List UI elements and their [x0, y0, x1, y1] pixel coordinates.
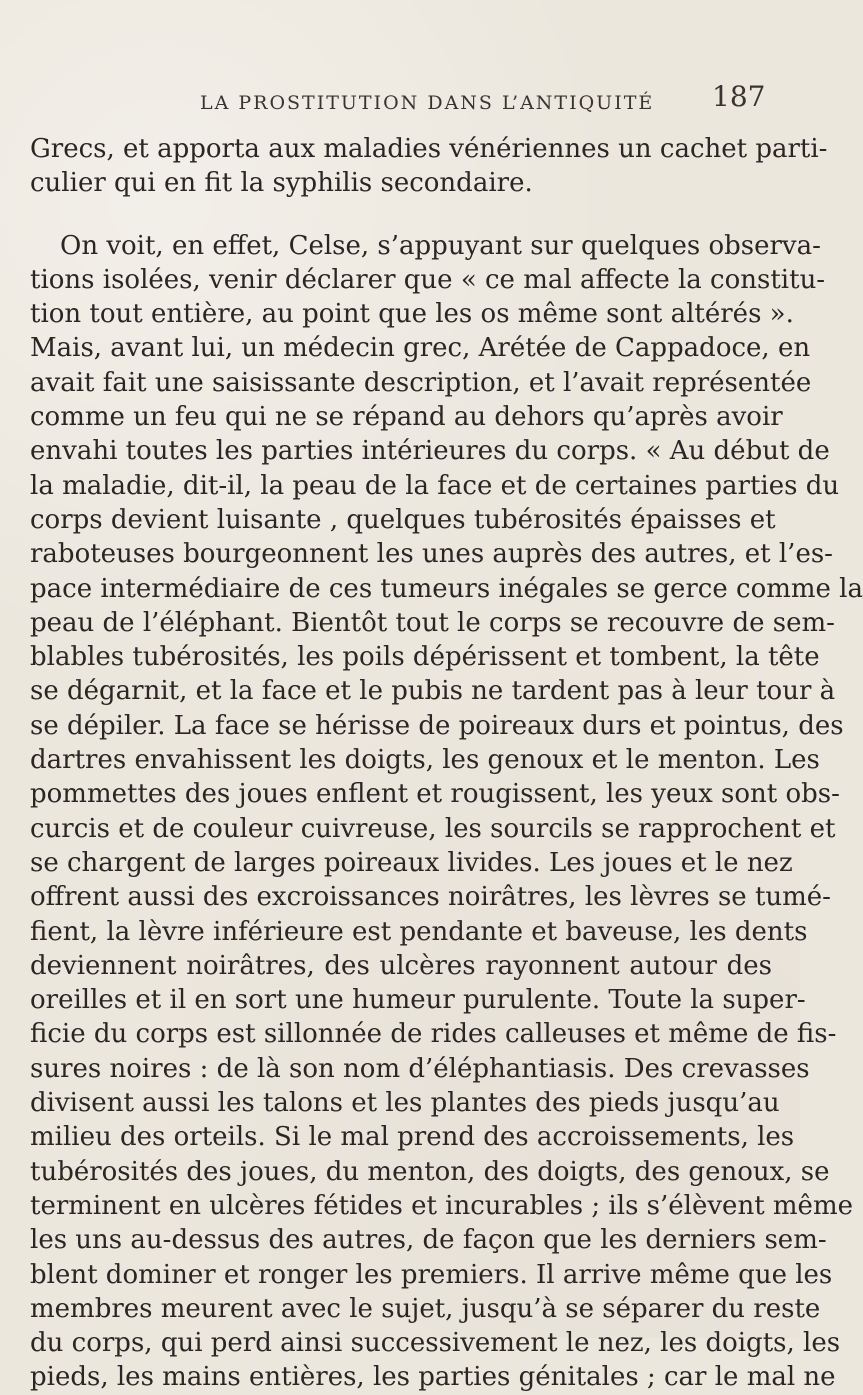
text-line: envahi toutes les parties intérieures du corps. « Au début de	[30, 436, 830, 467]
running-title: LA PROSTITUTION DANS L’ANTIQUITÉ	[200, 92, 655, 114]
text-line: pieds, les mains entières, les parties génitales ; car le mal ne	[30, 1362, 836, 1393]
text-line: pace intermédiaire de ces tumeurs inégales se gerce comme la	[30, 573, 863, 604]
text-line: culier qui en fit la syphilis secondaire.	[30, 168, 533, 199]
text-line: Grecs, et apporta aux maladies vénériennes un cachet parti-	[30, 134, 828, 164]
text-line: oreilles et il en sort une humeur purulente. Toute la super-	[30, 985, 806, 1016]
paragraph	[30, 229, 863, 1395]
paragraph-gap	[30, 201, 772, 229]
page-number: 187	[712, 80, 766, 113]
text-line: la maladie, dit-il, la peau de la face et de certaines parties du	[30, 470, 840, 501]
text-line: les uns au-dessus des autres, de façon que les derniers sem-	[30, 1225, 827, 1256]
text-line: blent dominer et ronger les premiers. Il arrive même que les	[30, 1259, 833, 1290]
text-line: fient, la lèvre inférieure est pendante et baveuse, les dents	[30, 916, 808, 947]
text-line: du corps, qui perd ainsi successivement le nez, les doigts, les	[30, 1328, 841, 1359]
body-text	[30, 132, 863, 1395]
text-line: pommettes des joues enflent et rougissent, les yeux sont obs-	[30, 779, 840, 810]
text-line: milieu des orteils. Si le mal prend des accroissements, les	[30, 1122, 795, 1153]
paragraph	[30, 132, 828, 201]
text-line: On voit, en effet, Celse, s’appuyant sur quelques observa-	[60, 230, 821, 261]
text-line: raboteuses bourgeonnent les unes auprès des autres, et l’es-	[30, 539, 833, 570]
text-line: ficie du corps est sillonnée de rides calleuses et même de fis-	[30, 1019, 837, 1050]
text-line: divisent aussi les talons et les plantes des pieds jusqu’au	[30, 1088, 780, 1119]
running-head	[0, 80, 800, 128]
text-line: curcis et de couleur cuivreuse, les sourcils se rapprochent et	[30, 813, 836, 844]
text-line: blables tubérosités, les poils dépérissent et tombent, la tête	[30, 642, 820, 673]
text-line: se chargent de larges poireaux livides. Les joues et le nez	[30, 847, 793, 878]
text-line: dartres envahissent les doigts, les genoux et le menton. Les	[30, 745, 820, 776]
text-line: terminent en ulcères fétides et incurables ; ils s’élèvent même	[30, 1190, 853, 1221]
text-line: sures noires : de là son nom d’éléphantiasis. Des crevasses	[30, 1053, 810, 1084]
text-line: tubérosités des joues, du menton, des doigts, des genoux, se	[30, 1156, 830, 1187]
text-line: tions isolées, venir déclarer que « ce mal affecte la constitu-	[30, 264, 826, 295]
text-line: se dégarnit, et la face et le pubis ne tardent pas à leur tour à	[30, 676, 836, 707]
text-line: Mais, avant lui, un médecin grec, Arétée de Cappadoce, en	[30, 333, 811, 364]
text-line: peau de l’éléphant. Bientôt tout le corps se recouvre de sem-	[30, 607, 835, 638]
text-line: corps devient luisante , quelques tubérosités épaisses et	[30, 504, 776, 535]
text-line: offrent aussi des excroissances noirâtres, les lèvres se tumé-	[30, 882, 831, 913]
text-line: tion tout entière, au point que les os même sont altérés ».	[30, 299, 794, 330]
text-line: avait fait une saisissante description, et l’avait représentée	[30, 367, 812, 398]
text-line: se dépiler. La face se hérisse de poireaux durs et pointus, des	[30, 710, 844, 741]
text-line: deviennent noirâtres, des ulcères rayonnent autour des	[30, 950, 772, 981]
text-line: membres meurent avec le sujet, jusqu’à se séparer du reste	[30, 1293, 821, 1324]
text-line: comme un feu qui ne se répand au dehors qu’après avoir	[30, 402, 783, 433]
